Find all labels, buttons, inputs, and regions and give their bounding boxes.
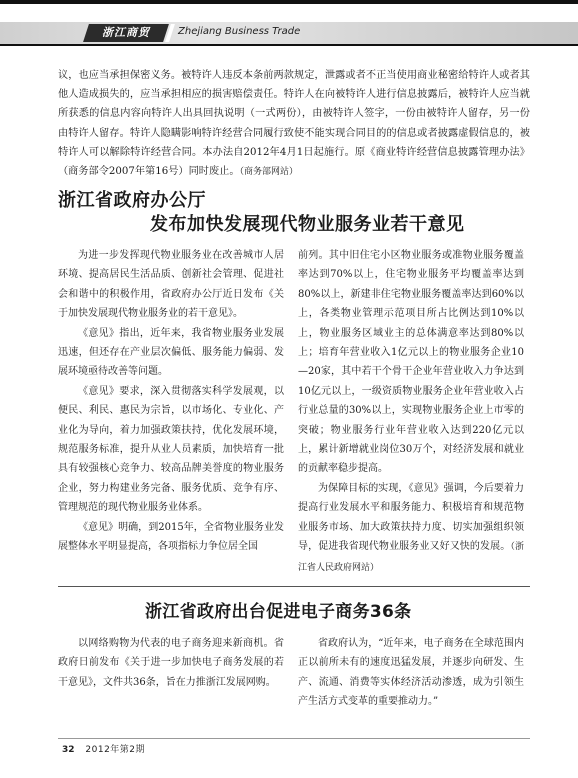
article1-left-column <box>58 246 284 557</box>
article1-headline-line2: 发布加快发展现代物业服务业若干意见 <box>150 214 465 235</box>
issue-label: 2012年第2期 <box>85 745 146 755</box>
article1-paragraph: 《意见》明确，到2015年，全省物业服务业发展整体水平明显提高，各项指标力争位居全国 <box>58 521 284 553</box>
article1-source: （浙江省人民政府网站） <box>298 542 524 573</box>
article1-paragraph: 为进一步发挥现代物业服务业在改善城市人居环境、提高居民生活品质、创新社会管理、促进社会和谐中的积极作用，省政府办公厅近日发布《关于加快发展现代物业服务业的若干意见》。 <box>58 250 284 320</box>
masthead-logo <box>83 24 169 42</box>
masthead-top-strip <box>0 0 578 4</box>
top-paragraph-source: （商务部网站） <box>239 167 299 178</box>
article2-paragraph: 以网络购物为代表的电子商务迎来新商机。省政府日前发布《关于进一步加快电子商务发展的若干意见》，文件共36条，旨在力推浙江发展网购。 <box>58 638 284 688</box>
top-paragraph-text: 议，也应当承担保密义务。被特许人违反本条前两款规定，泄露或者不正当使用商业秘密给特许人或者其他人造成损失的，应当承担相应的损害赔偿责任。特许人在向被特许人进行信息披露后，被特许人应当就所获悉的信息内容向特许人出具回执说明（一式两份），由被特许人签字，一份由被特许人留存，另一份由特许人留存。特许人隐瞒影响特许经营合同履行致使不能实现合同目的的信息或者披露虚假信息的，被特许人可以解除特许经营合同。本办法自2012年4月1日起施行。原《商业特许经营信息披露管理办法》（商务部令2007年第16号）同时废止。 <box>58 70 530 178</box>
article1-right-column <box>298 246 524 578</box>
article2-paragraph: 省政府认为，“近年来，电子商务在全球范围内正以前所未有的速度迅猛发展，并逐步向研发、生产、流通、消费等实体经济活动渗透，成为引领生产生活方式变革的重要推动力。” <box>298 638 524 708</box>
article1-paragraph: 《意见》指出，近年来，我省物业服务业发展迅速，但还存在产业层次偏低、服务能力偏弱、发展环境亟待改善等问题。 <box>58 327 284 378</box>
page-footer <box>62 742 145 755</box>
masthead-logo-text: 浙江商贸 <box>102 26 150 39</box>
masthead-english-title: Zhejiang Business Trade <box>178 26 301 37</box>
article1-paragraph-last <box>298 479 524 578</box>
masthead <box>0 0 578 50</box>
article1-headline-line1: 浙江省政府办公厅 <box>58 190 206 211</box>
article2-right-column <box>298 634 524 712</box>
article2-headline: 浙江省政府出台促进电子商务36条 <box>145 602 412 622</box>
article1-paragraph: 《意见》要求，深入贯彻落实科学发展观，以便民、利民、惠民为宗旨，以市场化、专业化、产业化为导向，着力加强政策扶持，优化发展环境，规范服务标准，提升从业人员素质，加快培育一批具有较强核心竞争力、较高品牌美誉度的物业服务企业，努力构建业务完备、服务优质、竞争有序、管理规范的现代物业服务业体系。 <box>58 385 284 514</box>
page-number: 32 <box>62 745 75 755</box>
article2-left-column <box>58 634 284 692</box>
top-paragraph <box>58 66 530 182</box>
article1-paragraph-text: 为保障目标的实现，《意见》强调，今后要着力提高行业发展水平和服务能力、积极培育和规范物业服务市场、加大政策扶持力度、切实加强组织领导，促进我省现代物业服务业又好又快的发展。 <box>298 482 524 553</box>
article1-paragraph: 前列。其中旧住宅小区物业服务或准物业服务覆盖率达到70%以上，住宅物业服务平均覆盖率达到80%以上，新建非住宅物业服务覆盖率达到60%以上，各类物业管理示范项目所占比例达到10%以上，物业服务区域业主的总体满意率达到80%以上；培育年营业收入1亿元以上的物业服务企业10—20家，其中若干个骨干企业年营业收入力争达到10亿元以上，一级资质物业服务企业年营业收入占行业总量的30%以上，实现物业服务企业上市零的突破；物业服务行业年营业收入达到220亿元以上，累计新增就业岗位30万个，对经济发展和就业的贡献率稳步提高。 <box>298 250 524 475</box>
masthead-underline <box>0 44 578 46</box>
section-divider <box>58 586 530 587</box>
footer-rule <box>58 738 530 739</box>
